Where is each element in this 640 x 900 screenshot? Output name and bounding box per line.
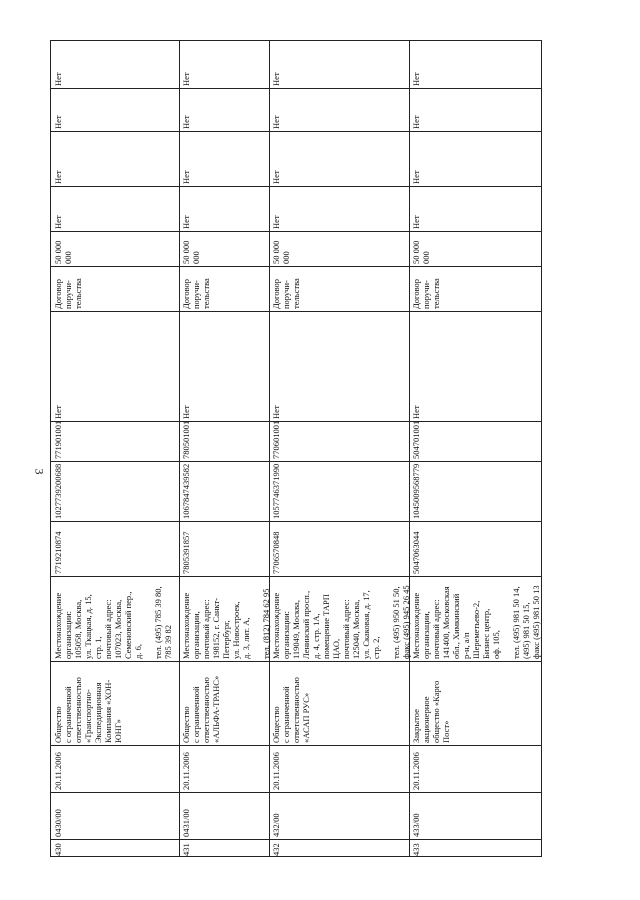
page-number: 3 <box>32 468 47 475</box>
cell-col-nyet-3: Нет <box>411 170 421 184</box>
column-divider <box>51 311 541 312</box>
cell-document-type: Договор поручи- тельства <box>181 278 211 309</box>
cell-amount: 50 000 000 <box>411 240 431 264</box>
cell-kpp: 771901001 <box>53 420 63 459</box>
cell-date: 20.11.2006 <box>53 752 63 790</box>
cell-address: Местонахождение организации: 105058, Москва, ул. Ткацкая, д. 15, стр. 1, почтовый адрес: 107023, Москва, Семеновский пер., д. 6, тел. (495) 785 39 80, 785 39 82 <box>53 586 173 659</box>
row-divider <box>409 41 410 856</box>
cell-document-type: Договор поручи- тельства <box>53 278 83 309</box>
cell-registry-code: 0431/00 <box>181 809 191 837</box>
cell-col-nyet-5: Нет <box>181 72 191 86</box>
cell-registry-code: 433/00 <box>411 813 421 837</box>
column-divider <box>51 576 541 577</box>
column-divider <box>51 186 541 187</box>
column-divider <box>51 421 541 422</box>
cell-kpp: 504701001 <box>411 420 421 459</box>
cell-amount: 50 000 000 <box>271 240 291 264</box>
cell-col-nyet-3: Нет <box>271 170 281 184</box>
column-divider <box>51 792 541 793</box>
cell-document-type: Договор поручи- тельства <box>411 278 441 309</box>
row-divider <box>179 41 180 856</box>
cell-col-nyet-3: Нет <box>181 170 191 184</box>
column-divider <box>51 266 541 267</box>
cell-company-name: Общество с ограниченной ответственностью «Транспортно- Экспедиционная Компания «ХОН- ЮНГ» <box>53 677 123 743</box>
cell-address: Местонахождение организации, почтовый адрес: 141400, Московская обл., Химкинский р-н, а/п Шереметьево-2, Бизнес центр, оф. 105, тел. (495) 981 50 14, (495) 981 50 15, факс (495) 981 50 13 <box>411 585 541 659</box>
cell-col-nyet-4: Нет <box>53 115 63 129</box>
column-divider <box>51 131 541 132</box>
cell-ogrn: 1067847439582 <box>181 463 191 519</box>
cell-col-nyet-5: Нет <box>411 72 421 86</box>
cell-col-nyet-2: Нет <box>271 215 281 229</box>
cell-col-nyet-2: Нет <box>411 215 421 229</box>
cell-inn: 7706570848 <box>271 531 281 574</box>
cell-company-name: Общество с ограниченной ответственностью «АСАП РУС» <box>271 677 311 743</box>
cell-ogrn: 1027739200688 <box>53 463 63 519</box>
cell-col-nyet-1: Нет <box>271 405 281 419</box>
cell-col-nyet-4: Нет <box>181 115 191 129</box>
cell-inn: 5047063044 <box>411 531 421 574</box>
cell-date: 20.11.2006 <box>181 752 191 790</box>
cell-document-type: Договор поручи- тельства <box>271 278 301 309</box>
column-divider <box>51 521 541 522</box>
cell-col-nyet-5: Нет <box>53 72 63 86</box>
cell-ogrn: 1045009568779 <box>411 463 421 519</box>
cell-amount: 50 000 000 <box>181 240 201 264</box>
column-divider <box>51 88 541 89</box>
cell-kpp: 770601001 <box>271 420 281 459</box>
cell-inn: 7805391857 <box>181 531 191 574</box>
column-divider <box>51 461 541 462</box>
cell-row-number: 430 <box>53 843 63 856</box>
cell-date: 20.11.2006 <box>271 752 281 790</box>
cell-company-name: Закрытое акционерное общество «Карго Пост» <box>411 680 451 743</box>
cell-row-number: 431 <box>181 843 191 856</box>
cell-row-number: 433 <box>411 843 421 856</box>
cell-kpp: 780501001 <box>181 420 191 459</box>
cell-col-nyet-4: Нет <box>271 115 281 129</box>
cell-col-nyet-1: Нет <box>411 405 421 419</box>
cell-inn: 7719210874 <box>53 531 63 574</box>
cell-address: Местонахождение организации: 119049, Москва, Ленинский просп., д. 4, стр. 1А, помещение ТАРП ЦАО, почтовый адрес: 125040, Москва, ул. Скаковая, д. 17, стр. 2, тел. (495) 950 51 50, факс (495) 945 26 45 <box>271 585 411 659</box>
cell-address: Местонахождение организации, почтовый адрес: 198152, г. Санкт- Петербург, ул. Новостроек, д. 3, лит. А, тел. (812) 784 62 95 <box>181 588 271 659</box>
column-divider <box>51 745 541 746</box>
cell-company-name: Общество с ограниченной ответственностью «АЛЬФА-ТРАНС» <box>181 675 221 743</box>
cell-registry-code: 432/00 <box>271 813 281 837</box>
cell-col-nyet-2: Нет <box>181 215 191 229</box>
cell-ogrn: 1057746371990 <box>271 463 281 519</box>
cell-col-nyet-3: Нет <box>53 170 63 184</box>
cell-col-nyet-1: Нет <box>181 405 191 419</box>
cell-col-nyet-1: Нет <box>53 405 63 419</box>
cell-col-nyet-5: Нет <box>271 72 281 86</box>
cell-col-nyet-2: Нет <box>53 215 63 229</box>
column-divider <box>51 231 541 232</box>
cell-date: 20.11.2006 <box>411 752 421 790</box>
cell-registry-code: 0430/00 <box>53 809 63 837</box>
column-divider <box>51 839 541 840</box>
cell-amount: 50 000 000 <box>53 240 73 264</box>
register-table <box>50 40 542 857</box>
column-divider <box>51 661 541 662</box>
cell-col-nyet-4: Нет <box>411 115 421 129</box>
row-divider <box>269 41 270 856</box>
cell-row-number: 432 <box>271 843 281 856</box>
